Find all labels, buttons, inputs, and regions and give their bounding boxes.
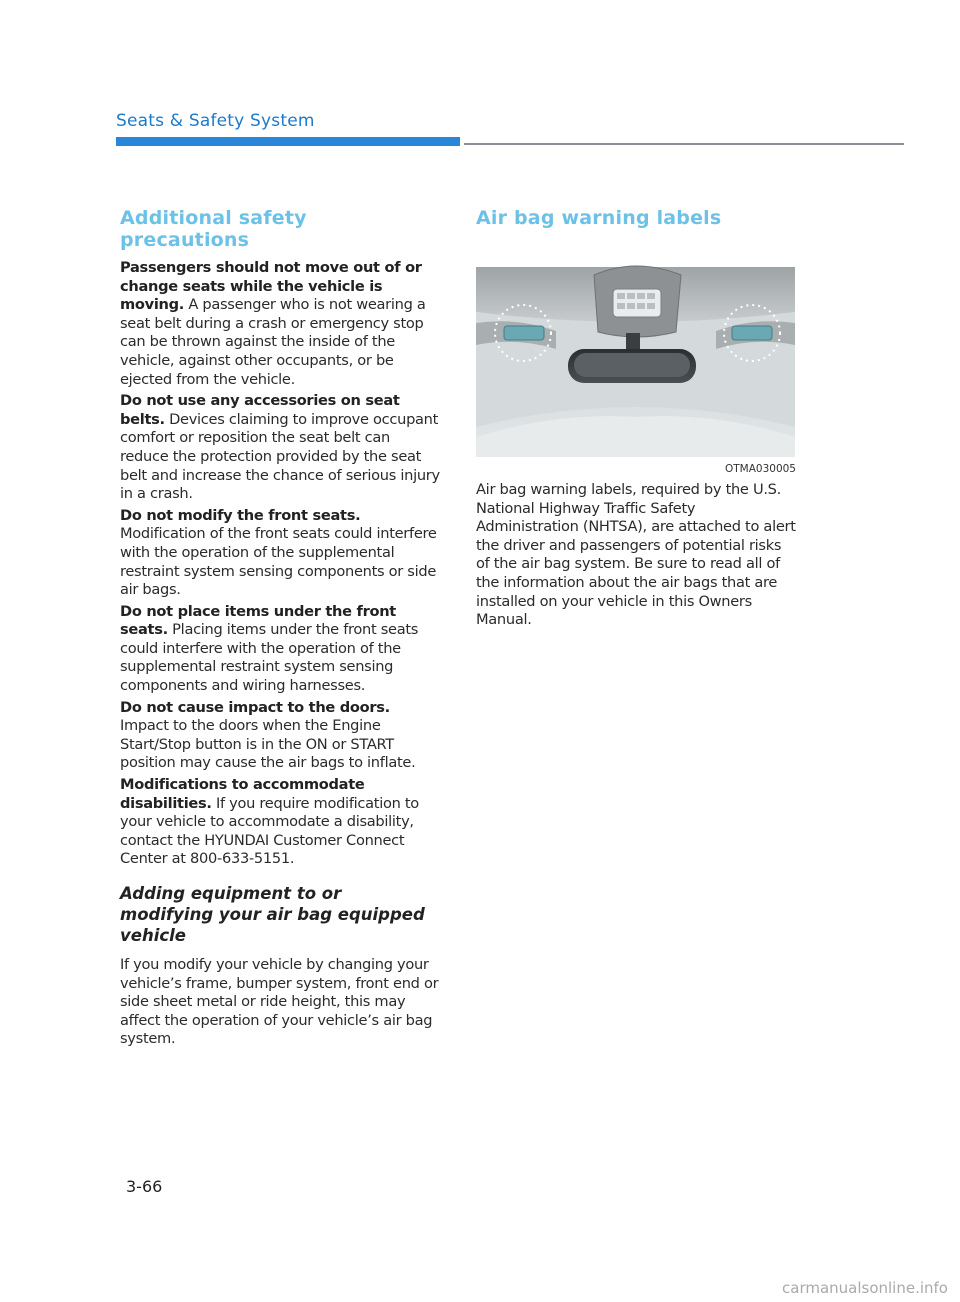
lead: Modifications to accommodate disabilities. bbox=[120, 776, 365, 812]
paragraph-accessories bbox=[120, 392, 440, 504]
body: Modification of the front seats could interfere with the operation of the supplemental restraint system sensing components or side air bags. bbox=[120, 525, 437, 599]
paragraph-disabilities bbox=[120, 776, 440, 869]
heading-additional-safety: Additional safety precautions bbox=[120, 207, 307, 251]
body: A passenger who is not wearing a seat belt during a crash or emergency stop can be thrown against the inside of the vehicle, against other occupants, or be ejected from the vehicle. bbox=[120, 296, 426, 388]
body: Devices claiming to improve occupant comfort or reposition the seat belt can reduce the protection provided by the seat belt and increase the chance of serious injury in a crash. bbox=[120, 410, 440, 503]
lead: Do not use any accessories on seat belts. bbox=[120, 392, 400, 428]
paragraph-modifying: If you modify your vehicle by changing your vehicle’s frame, bumper system, front end or side sheet metal or ride height, this may affect the operation of your vehicle’s air bag system. bbox=[120, 956, 439, 1048]
header-rule bbox=[464, 143, 904, 145]
overhead-console-image bbox=[476, 237, 795, 457]
lead: Do not place items under the front seats. bbox=[120, 602, 396, 639]
paragraph-warning-labels: Air bag warning labels, required by the U.S. National Highway Traffic Safety Administration (NHTSA), are attached to alert the driver and passengers of potential risks of the air bag system. Be sure to read all of the information about the air bags that are installed on your vehicle in this Owners Manual. bbox=[476, 481, 796, 629]
header-rule-accent bbox=[116, 137, 460, 146]
left-column bbox=[120, 207, 440, 1052]
paragraph-doors bbox=[120, 699, 440, 773]
body: Placing items under the front seats could interfere with the operation of the supplemental restraint system sensing components and wiring harnesses. bbox=[120, 621, 419, 695]
paragraph-front-seats bbox=[120, 507, 440, 600]
lead: Do not cause impact to the doors. bbox=[120, 698, 390, 716]
page-number: 3-66 bbox=[126, 1177, 163, 1196]
figure-code: OTMA030005 bbox=[724, 463, 796, 475]
watermark: carmanualsonline.info bbox=[782, 1279, 948, 1297]
subheading-modifying: Adding equipment to or modifying your air bag equipped vehicle bbox=[120, 884, 425, 945]
body: Impact to the doors when the Engine Start/Stop button is in the ON or START position may cause the air bags to inflate. bbox=[120, 717, 416, 772]
lead: Passengers should not move out of or change seats while the vehicle is moving. bbox=[120, 259, 422, 314]
right-column bbox=[476, 207, 796, 633]
lead: Do not modify the front seats. bbox=[120, 506, 361, 524]
airbag-label-illustration bbox=[476, 237, 795, 457]
section-title: Seats & Safety System bbox=[116, 111, 315, 131]
paragraph-items-under-seats bbox=[120, 603, 440, 696]
body: If you require modification to your vehicle to accommodate a disability, contact the HYUNDAI Customer Connect Center at 800-633-5151. bbox=[120, 794, 419, 868]
heading-warning-labels: Air bag warning labels bbox=[476, 207, 722, 229]
paragraph-passengers bbox=[120, 259, 440, 389]
